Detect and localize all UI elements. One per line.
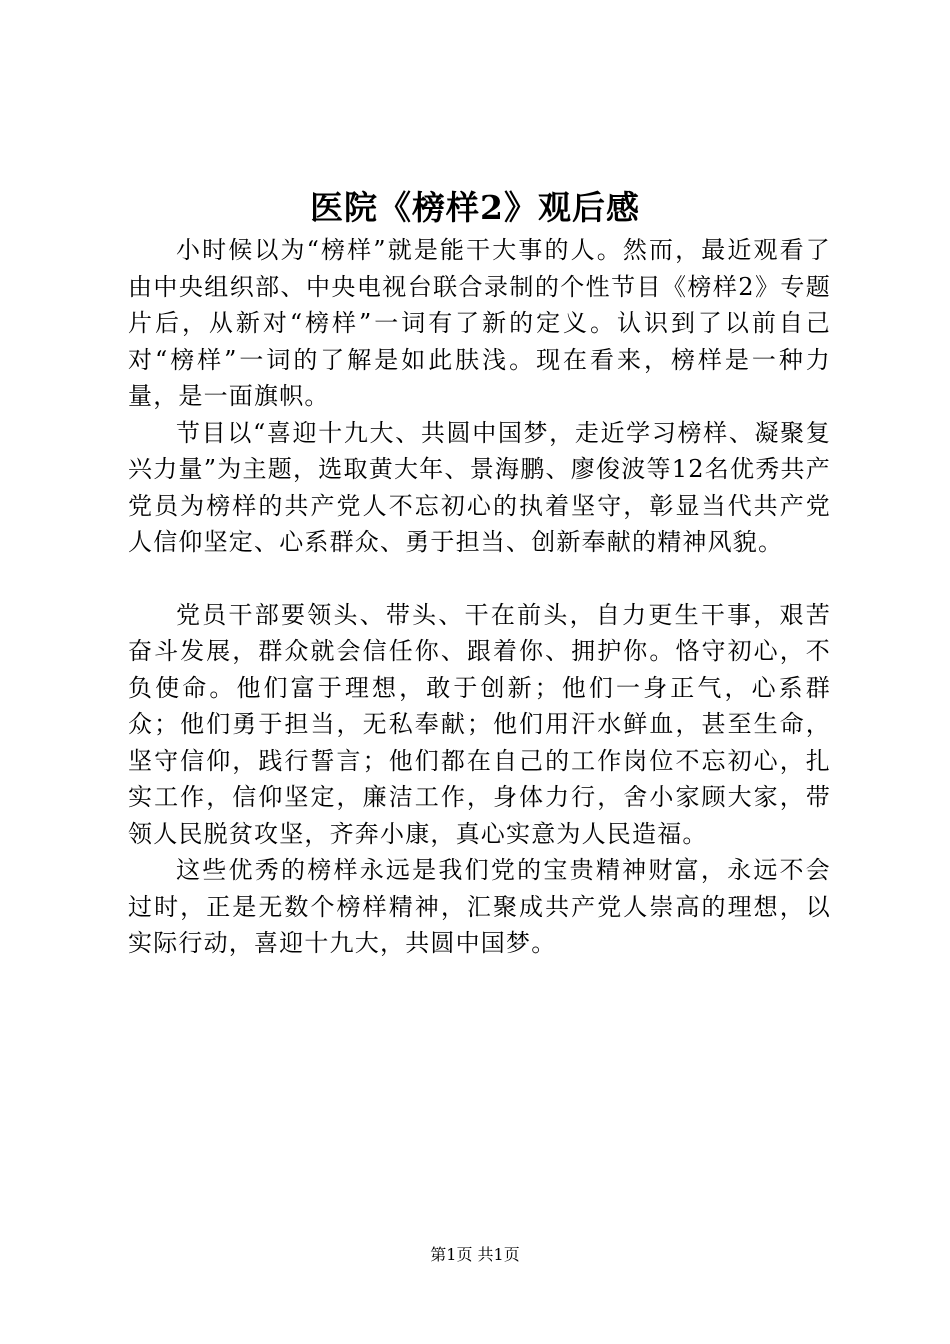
paragraph-3: 党员干部要领头、带头、干在前头，自力更生干事，艰苦奋斗发展，群众就会信任你、跟着你、拥护你。恪守初心，不负使命。他们富于理想，敢于创新；他们一身正气，心系群众；他们勇于担当，无私奉献；他们用汗水鲜血，甚至生命，坚守信仰，践行誓言；他们都在自己的工作岗位不忘初心，扎实工作，信仰坚定，廉洁工作，身体力行，舍小家顾大家，带领人民脱贫攻坚，齐奔小康，真心实意为人民造福。 bbox=[128, 600, 831, 848]
paragraph-1: 小时候以为“榜样”就是能干大事的人。然而，最近观看了由中央组织部、中央电视台联合录制的个性节目《榜样2》专题片后，从新对“榜样”一词有了新的定义。认识到了以前自己对“榜样”一词的了解是如此肤浅。现在看来，榜样是一种力量，是一面旗帜。 bbox=[128, 236, 831, 410]
document-title: 医院《榜样2》观后感 bbox=[310, 188, 640, 227]
page-footer: 第1页 共1页 bbox=[430, 1245, 520, 1264]
document-body bbox=[128, 232, 831, 962]
paragraph-2: 节目以“喜迎十九大、共圆中国梦，走近学习榜样、凝聚复兴力量”为主题，选取黄大年、景海鹏、廖俊波等12名优秀共产党员为榜样的共产党人不忘初心的执着坚守，彰显当代共产党人信仰坚定、心系群众、勇于担当、创新奉献的精神风貌。 bbox=[128, 418, 831, 556]
paragraph-4: 这些优秀的榜样永远是我们党的宝贵精神财富，永远不会过时，正是无数个榜样精神，汇聚成共产党人崇高的理想，以实际行动，喜迎十九大，共圆中国梦。 bbox=[128, 856, 831, 957]
